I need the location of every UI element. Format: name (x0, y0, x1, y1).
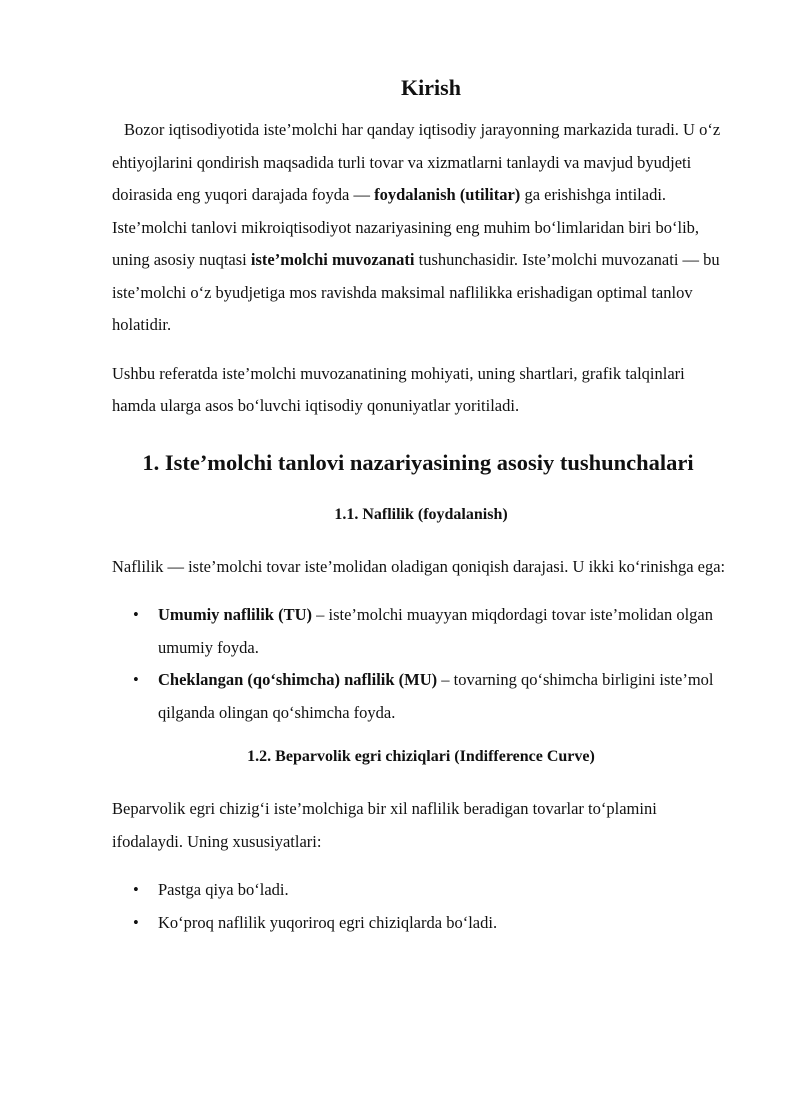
bullet-icon: • (133, 670, 139, 689)
list-item (133, 907, 730, 940)
bullet-icon: • (133, 912, 139, 932)
list-item (133, 874, 730, 907)
list-item-text: Ko‘proq naflilik yuqoriroq egri chiziqlarda bo‘ladi. (158, 912, 498, 932)
purpose-paragraph: Ushbu referatda iste’molchi muvozanatining mohiyati, uning shartlari, grafik talqinlari hamda ularga asos bo‘luvchi iqtisodiy qonuniyatlar yoritiladi. (112, 363, 685, 415)
list-item-text: – iste’molchi muayyan miqdordagi tovar iste’molidan olgan umumiy foyda. (158, 605, 713, 657)
section-1-heading: 1. Iste’molchi tanlovi nazariyasining asosiy tushunchalari (142, 449, 694, 475)
list-item (133, 664, 730, 729)
bullet-icon: • (133, 880, 139, 899)
list-item-term: Cheklangan (qo‘shimcha) naflilik (MU) (158, 670, 438, 689)
list-item-text: – tovarning qo‘shimcha birligini iste’mol qilganda olingan qo‘shimcha foyda. (158, 670, 714, 722)
utility-definition-paragraph: Naflilik — iste’molchi tovar iste’molidan oladigan qoniqish darajasi. U ikki ko‘rinishga ega: (112, 556, 726, 576)
intro-text-3: tushunchasidir. Iste’molchi muvozanati — bu iste’molchi o‘z byudjetiga mos ravishda maksimal naflilikka erishadigan optimal tanlov holatidir. (112, 250, 720, 334)
intro-paragraph (112, 114, 730, 342)
intro-text-2: ga erishishga intiladi. Iste’molchi tanlovi mikroiqtisodiyot nazariyasining eng muhim bo‘limlaridan biri bo‘lib, uning asosiy nuqtasi (112, 185, 700, 269)
subsection-1-2-heading: 1.2. Beparvolik egri chiziqlari (Indifference Curve) (247, 748, 595, 765)
list-item-text: Pastga qiya bo‘ladi. (158, 880, 289, 899)
document-page (0, 76, 800, 1111)
bullet-icon: • (133, 605, 139, 624)
page-title: Kirish (401, 75, 461, 100)
list-item-term: Umumiy naflilik (TU) (158, 605, 313, 624)
list-item (133, 599, 730, 664)
indifference-properties-list (112, 874, 730, 939)
indifference-curve-paragraph: Beparvolik egri chizig‘i iste’molchiga bir xil naflilik beradigan tovarlar to‘plamini ifodalaydi. Uning xususiyatlari: (112, 799, 657, 851)
intro-bold-equilibrium: iste’molchi muvozanati (250, 250, 415, 269)
utility-types-list (112, 599, 730, 729)
subsection-1-1-heading: 1.1. Naflilik (foydalanish) (334, 505, 508, 523)
intro-bold-utility: foydalanish (utilitar) (374, 185, 521, 204)
intro-text-1: Bozor iqtisodiyotida iste’molchi har qanday iqtisodiy jarayonning markazida turadi. U o‘z ehtiyojlarini qondirish maqsadida turli tovar va xizmatlarni tanlaydi va mavjud byudjeti doirasida eng yuqori darajada foyda — (112, 120, 721, 204)
